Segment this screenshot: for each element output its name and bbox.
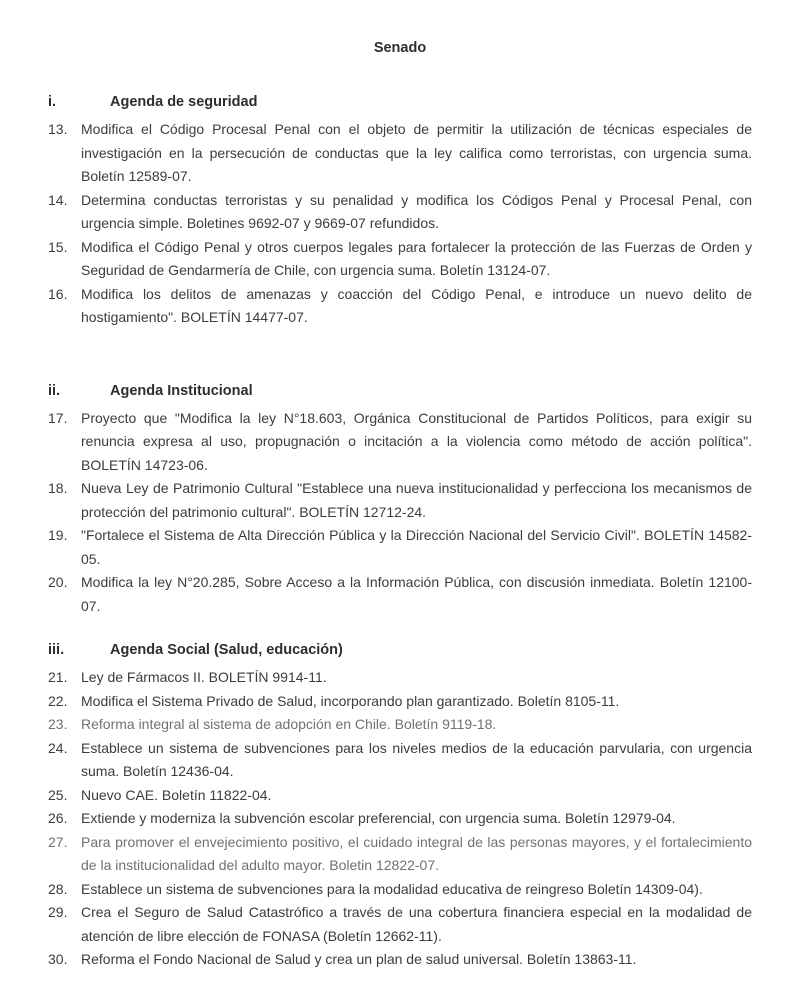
- list-item: [48, 189, 752, 236]
- section-heading: [48, 379, 752, 403]
- list-item: [48, 690, 752, 714]
- agenda-section: [48, 638, 752, 972]
- item-text: Modifica el Código Procesal Penal con el objeto de permitir la utilización de técnicas especiales de investigación en la persecución de conductas que la ley califica como terroristas, con urgencia suma. Boletín 12589-07.: [81, 121, 752, 184]
- item-number: 15.: [48, 238, 68, 255]
- section-items: [48, 118, 752, 330]
- item-number: 21.: [48, 669, 68, 685]
- item-number: 16.: [48, 285, 68, 302]
- list-item: [48, 831, 752, 878]
- item-number: 30.: [48, 951, 68, 967]
- item-number: 14.: [48, 191, 68, 208]
- item-number: 25.: [48, 786, 68, 803]
- item-number: 13.: [48, 121, 68, 137]
- item-number: 29.: [48, 904, 68, 920]
- section-items: [48, 407, 752, 619]
- section-numeral: iii.: [48, 642, 65, 658]
- item-text: Modifica los delitos de amenazas y coacción del Código Penal, e introduce un nuevo delito de hostigamiento". BOLETÍN 14477-07.: [81, 285, 752, 325]
- section-title: Agenda de seguridad: [110, 94, 258, 110]
- item-number: 22.: [48, 692, 68, 709]
- section-title: Agenda Institucional: [110, 382, 253, 399]
- item-number: 17.: [48, 409, 68, 426]
- item-text: Ley de Fármacos II. BOLETÍN 9914-11.: [81, 669, 327, 685]
- item-text: "Fortalece el Sistema de Alta Dirección Pública y la Dirección Nacional del Servicio Civil". BOLETÍN 14582-05.: [81, 527, 752, 567]
- item-text: Reforma integral al sistema de adopción en Chile. Boletín 9119-18.: [81, 716, 497, 732]
- item-number: 28.: [48, 880, 68, 897]
- list-item: [48, 477, 752, 524]
- item-text: Establece un sistema de subvenciones para los niveles medios de la educación parvularia, con urgencia suma. Boletín 12436-04.: [81, 739, 752, 779]
- sections-container: [48, 90, 752, 972]
- list-item: [48, 713, 752, 737]
- section-numeral: ii.: [48, 382, 61, 399]
- item-text: Determina conductas terroristas y su penalidad y modifica los Códigos Penal y Procesal Penal, con urgencia simple. Boletines 9692-07 y 9669-07 refundidos.: [81, 191, 752, 231]
- list-item: [48, 784, 752, 808]
- section-numeral: i.: [48, 94, 57, 110]
- item-text: Modifica el Sistema Privado de Salud, incorporando plan garantizado. Boletín 8105-11.: [81, 692, 620, 709]
- item-number: 19.: [48, 527, 68, 543]
- item-number: 24.: [48, 739, 68, 756]
- list-item: [48, 666, 752, 690]
- item-text: Modifica la ley N°20.285, Sobre Acceso a la Información Pública, con discusión inmediata. Boletín 12100-07.: [81, 574, 752, 614]
- item-text: Extiende y moderniza la subvención escolar preferencial, con urgencia suma. Boletín 12979-04.: [81, 810, 676, 826]
- list-item: [48, 283, 752, 330]
- item-number: 23.: [48, 716, 68, 732]
- item-text: Reforma el Fondo Nacional de Salud y crea un plan de salud universal. Boletín 13863-11.: [81, 951, 637, 967]
- item-text: Para promover el envejecimiento positivo, el cuidado integral de las personas mayores, y el fortalecimiento de la institucionalidad del adulto mayor. Boletin 12822-07.: [81, 833, 752, 873]
- section-heading: [48, 90, 752, 114]
- item-number: 20.: [48, 574, 68, 590]
- agenda-section: [48, 90, 752, 330]
- list-item: [48, 118, 752, 189]
- section-title: Agenda Social (Salud, educación): [110, 642, 343, 658]
- item-number: 26.: [48, 810, 68, 826]
- document-title: Senado: [373, 40, 427, 56]
- list-item: [48, 878, 752, 902]
- section-items: [48, 666, 752, 972]
- item-text: Establece un sistema de subvenciones para la modalidad educativa de reingreso Boletín 14309-04).: [81, 880, 703, 897]
- list-item: [48, 236, 752, 283]
- list-item: [48, 737, 752, 784]
- agenda-section: [48, 379, 752, 619]
- item-number: 27.: [48, 833, 68, 850]
- list-item: [48, 571, 752, 618]
- item-text: Proyecto que "Modifica la ley N°18.603, Orgánica Constitucional de Partidos Políticos, para exigir su renuncia expresa al uso, propugnación o incitación a la violencia como método de acción política". BOLETÍN 14723-06.: [81, 409, 752, 473]
- item-text: Crea el Seguro de Salud Catastrófico a través de una cobertura financiera especial en la modalidad de atención de libre elección de FONASA (Boletín 12662-11).: [81, 904, 752, 944]
- list-item: [48, 948, 752, 972]
- item-text: Nueva Ley de Patrimonio Cultural "Establece una nueva institucionalidad y perfecciona los mecanismos de protección del patrimonio cultural". BOLETÍN 12712-24.: [81, 480, 752, 520]
- item-number: 18.: [48, 480, 68, 496]
- list-item: [48, 407, 752, 478]
- item-text: Nuevo CAE. Boletín 11822-04.: [81, 786, 272, 803]
- list-item: [48, 807, 752, 831]
- item-text: Modifica el Código Penal y otros cuerpos legales para fortalecer la protección de las Fuerzas de Orden y Seguridad de Gendarmería de Chile, con urgencia suma. Boletín 13124-07.: [81, 238, 752, 278]
- list-item: [48, 901, 752, 948]
- section-heading: [48, 638, 752, 662]
- list-item: [48, 524, 752, 571]
